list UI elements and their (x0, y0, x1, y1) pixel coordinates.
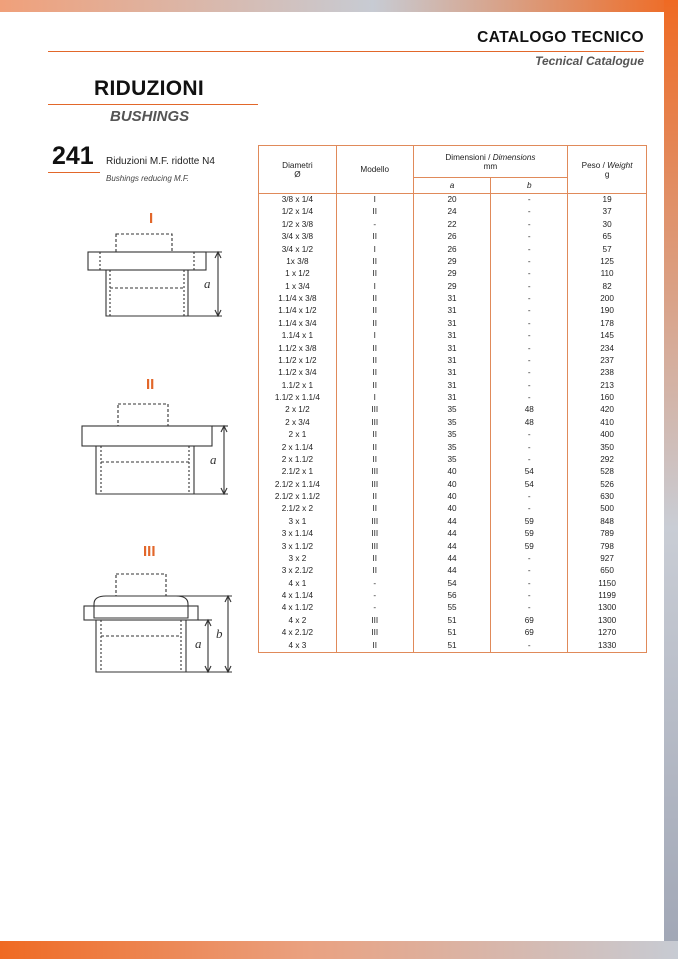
cell-m: III (336, 417, 413, 429)
cell-w: 1330 (568, 640, 647, 653)
section-title: RIDUZIONI (94, 77, 205, 100)
model-3-dim-b: b (216, 626, 223, 641)
cell-d: 1.1/4 x 3/8 (259, 293, 337, 305)
cell-d: 4 x 1.1/4 (259, 590, 337, 602)
cell-a: 44 (413, 541, 491, 553)
header-divider (48, 51, 644, 52)
cell-m: III (336, 479, 413, 491)
cell-b: - (491, 293, 568, 305)
model-2-dim-a: a (210, 452, 217, 467)
cell-d: 1.1/2 x 1 (259, 380, 337, 392)
cell-m: III (336, 541, 413, 553)
cell-m: II (336, 318, 413, 330)
cell-b: - (491, 330, 568, 342)
cell-m: II (336, 640, 413, 653)
cell-m: I (336, 392, 413, 404)
table-row (259, 640, 647, 653)
catalog-title: CATALOGO TECNICO (477, 29, 644, 46)
cell-b: - (491, 343, 568, 355)
cell-m: III (336, 516, 413, 528)
cell-b: 48 (491, 404, 568, 416)
cell-b: 69 (491, 627, 568, 639)
table-row (259, 479, 647, 491)
cell-b: - (491, 565, 568, 577)
cell-a: 31 (413, 380, 491, 392)
cell-a: 20 (413, 194, 491, 207)
cell-b: - (491, 367, 568, 379)
cell-b: - (491, 194, 568, 207)
cell-d: 3 x 2 (259, 553, 337, 565)
cell-d: 1.1/4 x 1 (259, 330, 337, 342)
cell-m: II (336, 503, 413, 515)
cell-m: III (336, 627, 413, 639)
cell-a: 31 (413, 330, 491, 342)
cell-m: II (336, 256, 413, 268)
cell-d: 2.1/2 x 1 (259, 466, 337, 478)
cell-d: 1x 3/8 (259, 256, 337, 268)
cell-b: - (491, 206, 568, 218)
right-accent-bar (664, 0, 678, 959)
cell-m: II (336, 454, 413, 466)
cell-a: 40 (413, 466, 491, 478)
cell-m: II (336, 231, 413, 243)
cell-m: II (336, 206, 413, 218)
cell-b: - (491, 590, 568, 602)
model-2-label: II (146, 376, 155, 393)
cell-w: 238 (568, 367, 647, 379)
table-row (259, 305, 647, 317)
cell-w: 848 (568, 516, 647, 528)
cell-w: 420 (568, 404, 647, 416)
cell-a: 35 (413, 429, 491, 441)
cell-d: 3 x 1.1/2 (259, 541, 337, 553)
cell-d: 2.1/2 x 2 (259, 503, 337, 515)
cell-w: 30 (568, 219, 647, 231)
table-row (259, 293, 647, 305)
cell-b: 59 (491, 541, 568, 553)
product-description: Riduzioni M.F. ridotte N4 (106, 156, 215, 167)
cell-w: 798 (568, 541, 647, 553)
cell-a: 29 (413, 268, 491, 280)
cell-m: II (336, 355, 413, 367)
cell-a: 29 (413, 281, 491, 293)
table-row (259, 516, 647, 528)
cell-m: II (336, 343, 413, 355)
cell-m: I (336, 330, 413, 342)
table-row (259, 503, 647, 515)
cell-w: 82 (568, 281, 647, 293)
table-row (259, 528, 647, 540)
table-row (259, 380, 647, 392)
cell-w: 57 (568, 244, 647, 256)
model-3-drawing (78, 572, 248, 682)
cell-w: 500 (568, 503, 647, 515)
cell-m: III (336, 466, 413, 478)
cell-a: 51 (413, 627, 491, 639)
cell-a: 54 (413, 578, 491, 590)
cell-b: 54 (491, 479, 568, 491)
cell-w: 160 (568, 392, 647, 404)
cell-d: 1 x 1/2 (259, 268, 337, 280)
header-col-a: a (413, 178, 491, 194)
cell-a: 40 (413, 479, 491, 491)
cell-a: 26 (413, 231, 491, 243)
dimensions-table (258, 145, 647, 653)
table-row (259, 491, 647, 503)
cell-d: 2 x 1.1/2 (259, 454, 337, 466)
product-description-en: Bushings reducing M.F. (106, 174, 190, 183)
cell-b: - (491, 392, 568, 404)
cell-a: 44 (413, 565, 491, 577)
cell-a: 44 (413, 516, 491, 528)
cell-w: 400 (568, 429, 647, 441)
table-row (259, 355, 647, 367)
cell-b: - (491, 442, 568, 454)
cell-m: III (336, 404, 413, 416)
cell-m: II (336, 553, 413, 565)
cell-b: - (491, 503, 568, 515)
cell-b: - (491, 318, 568, 330)
table-row (259, 417, 647, 429)
cell-m: II (336, 565, 413, 577)
cell-b: - (491, 640, 568, 653)
cell-d: 2 x 1/2 (259, 404, 337, 416)
model-2-drawing (74, 400, 234, 500)
cell-m: III (336, 528, 413, 540)
cell-a: 35 (413, 417, 491, 429)
cell-a: 51 (413, 640, 491, 653)
cell-a: 24 (413, 206, 491, 218)
table-row (259, 578, 647, 590)
cell-b: - (491, 454, 568, 466)
cell-m: III (336, 615, 413, 627)
cell-b: - (491, 429, 568, 441)
cell-w: 292 (568, 454, 647, 466)
catalog-subtitle: Tecnical Catalogue (535, 54, 644, 68)
cell-b: - (491, 602, 568, 614)
cell-b: - (491, 256, 568, 268)
cell-d: 3 x 1 (259, 516, 337, 528)
cell-w: 350 (568, 442, 647, 454)
cell-b: 48 (491, 417, 568, 429)
cell-w: 927 (568, 553, 647, 565)
table-row (259, 194, 647, 207)
product-code: 241 (52, 142, 94, 170)
cell-m: II (336, 491, 413, 503)
cell-d: 3/8 x 1/4 (259, 194, 337, 207)
cell-b: - (491, 305, 568, 317)
cell-a: 22 (413, 219, 491, 231)
cell-a: 51 (413, 615, 491, 627)
cell-a: 31 (413, 367, 491, 379)
cell-a: 31 (413, 318, 491, 330)
cell-m: - (336, 219, 413, 231)
cell-m: - (336, 590, 413, 602)
product-code-underline (48, 172, 100, 173)
table-row (259, 404, 647, 416)
cell-m: II (336, 305, 413, 317)
cell-d: 4 x 1.1/2 (259, 602, 337, 614)
cell-b: - (491, 355, 568, 367)
cell-b: 59 (491, 516, 568, 528)
cell-w: 125 (568, 256, 647, 268)
cell-a: 31 (413, 392, 491, 404)
cell-w: 789 (568, 528, 647, 540)
cell-w: 200 (568, 293, 647, 305)
cell-a: 35 (413, 404, 491, 416)
model-1-drawing (80, 232, 230, 324)
table-body (259, 194, 647, 653)
cell-w: 630 (568, 491, 647, 503)
table-row (259, 541, 647, 553)
cell-a: 55 (413, 602, 491, 614)
cell-w: 145 (568, 330, 647, 342)
cell-d: 2 x 1.1/4 (259, 442, 337, 454)
cell-d: 1.1/2 x 3/8 (259, 343, 337, 355)
cell-m: II (336, 367, 413, 379)
table-row (259, 256, 647, 268)
cell-b: - (491, 231, 568, 243)
table-row (259, 268, 647, 280)
table-row (259, 553, 647, 565)
cell-w: 237 (568, 355, 647, 367)
cell-d: 2 x 1 (259, 429, 337, 441)
cell-m: II (336, 442, 413, 454)
table-row (259, 429, 647, 441)
cell-a: 31 (413, 355, 491, 367)
cell-d: 2.1/2 x 1.1/4 (259, 479, 337, 491)
cell-w: 234 (568, 343, 647, 355)
header-dimensions: Dimensioni / Dimensions mm (413, 146, 568, 178)
cell-m: II (336, 429, 413, 441)
table-row (259, 590, 647, 602)
cell-m: II (336, 380, 413, 392)
cell-w: 213 (568, 380, 647, 392)
cell-d: 2.1/2 x 1.1/2 (259, 491, 337, 503)
header-diameter: Diametri Ø (259, 146, 337, 194)
cell-b: - (491, 553, 568, 565)
cell-b: - (491, 491, 568, 503)
cell-d: 4 x 2 (259, 615, 337, 627)
cell-w: 65 (568, 231, 647, 243)
cell-d: 3/4 x 3/8 (259, 231, 337, 243)
header-weight: Peso / Weight g (568, 146, 647, 194)
cell-b: - (491, 281, 568, 293)
cell-m: - (336, 602, 413, 614)
section-divider (48, 104, 258, 105)
cell-w: 410 (568, 417, 647, 429)
cell-d: 4 x 2.1/2 (259, 627, 337, 639)
cell-w: 1300 (568, 615, 647, 627)
table-row (259, 615, 647, 627)
table-row (259, 318, 647, 330)
model-1-label: I (149, 210, 154, 227)
cell-d: 4 x 1 (259, 578, 337, 590)
cell-d: 1.1/4 x 1/2 (259, 305, 337, 317)
cell-b: 54 (491, 466, 568, 478)
cell-w: 1150 (568, 578, 647, 590)
cell-a: 31 (413, 343, 491, 355)
cell-d: 1.1/2 x 1.1/4 (259, 392, 337, 404)
table-row (259, 367, 647, 379)
cell-d: 1/2 x 3/8 (259, 219, 337, 231)
cell-d: 1/2 x 1/4 (259, 206, 337, 218)
cell-d: 3 x 2.1/2 (259, 565, 337, 577)
cell-w: 19 (568, 194, 647, 207)
cell-a: 35 (413, 442, 491, 454)
table-row (259, 565, 647, 577)
cell-a: 56 (413, 590, 491, 602)
cell-d: 3 x 1.1/4 (259, 528, 337, 540)
cell-w: 528 (568, 466, 647, 478)
cell-m: II (336, 293, 413, 305)
table-row (259, 466, 647, 478)
table-row (259, 442, 647, 454)
table-row (259, 219, 647, 231)
table-row (259, 602, 647, 614)
cell-b: - (491, 578, 568, 590)
cell-a: 31 (413, 293, 491, 305)
table-row (259, 627, 647, 639)
cell-b: 59 (491, 528, 568, 540)
cell-d: 4 x 3 (259, 640, 337, 653)
cell-w: 526 (568, 479, 647, 491)
cell-d: 1.1/4 x 3/4 (259, 318, 337, 330)
table-row (259, 330, 647, 342)
header-model: Modello (336, 146, 413, 194)
cell-m: I (336, 281, 413, 293)
table-row (259, 244, 647, 256)
cell-b: - (491, 380, 568, 392)
cell-a: 40 (413, 491, 491, 503)
table-row (259, 281, 647, 293)
table-row (259, 206, 647, 218)
cell-a: 44 (413, 553, 491, 565)
header-col-b: b (491, 178, 568, 194)
cell-d: 1.1/2 x 3/4 (259, 367, 337, 379)
cell-b: 69 (491, 615, 568, 627)
cell-a: 44 (413, 528, 491, 540)
cell-b: - (491, 244, 568, 256)
top-accent-bar (0, 0, 678, 12)
cell-d: 1.1/2 x 1/2 (259, 355, 337, 367)
bottom-accent-bar (0, 941, 678, 959)
cell-b: - (491, 219, 568, 231)
cell-m: I (336, 244, 413, 256)
cell-w: 190 (568, 305, 647, 317)
model-1-dim-a: a (204, 276, 211, 291)
table-row (259, 454, 647, 466)
model-3-dim-a: a (195, 636, 202, 651)
cell-a: 31 (413, 305, 491, 317)
cell-w: 1300 (568, 602, 647, 614)
cell-a: 40 (413, 503, 491, 515)
cell-a: 35 (413, 454, 491, 466)
cell-a: 26 (413, 244, 491, 256)
cell-m: - (336, 578, 413, 590)
table-row (259, 231, 647, 243)
cell-d: 3/4 x 1/2 (259, 244, 337, 256)
cell-a: 29 (413, 256, 491, 268)
section-subtitle: BUSHINGS (110, 108, 190, 125)
cell-d: 1 x 3/4 (259, 281, 337, 293)
model-3-label: III (143, 543, 156, 560)
table-row (259, 343, 647, 355)
table-row (259, 392, 647, 404)
cell-d: 2 x 3/4 (259, 417, 337, 429)
cell-w: 110 (568, 268, 647, 280)
cell-m: II (336, 268, 413, 280)
cell-w: 37 (568, 206, 647, 218)
cell-w: 650 (568, 565, 647, 577)
cell-m: I (336, 194, 413, 207)
cell-w: 1199 (568, 590, 647, 602)
cell-w: 178 (568, 318, 647, 330)
cell-b: - (491, 268, 568, 280)
cell-w: 1270 (568, 627, 647, 639)
